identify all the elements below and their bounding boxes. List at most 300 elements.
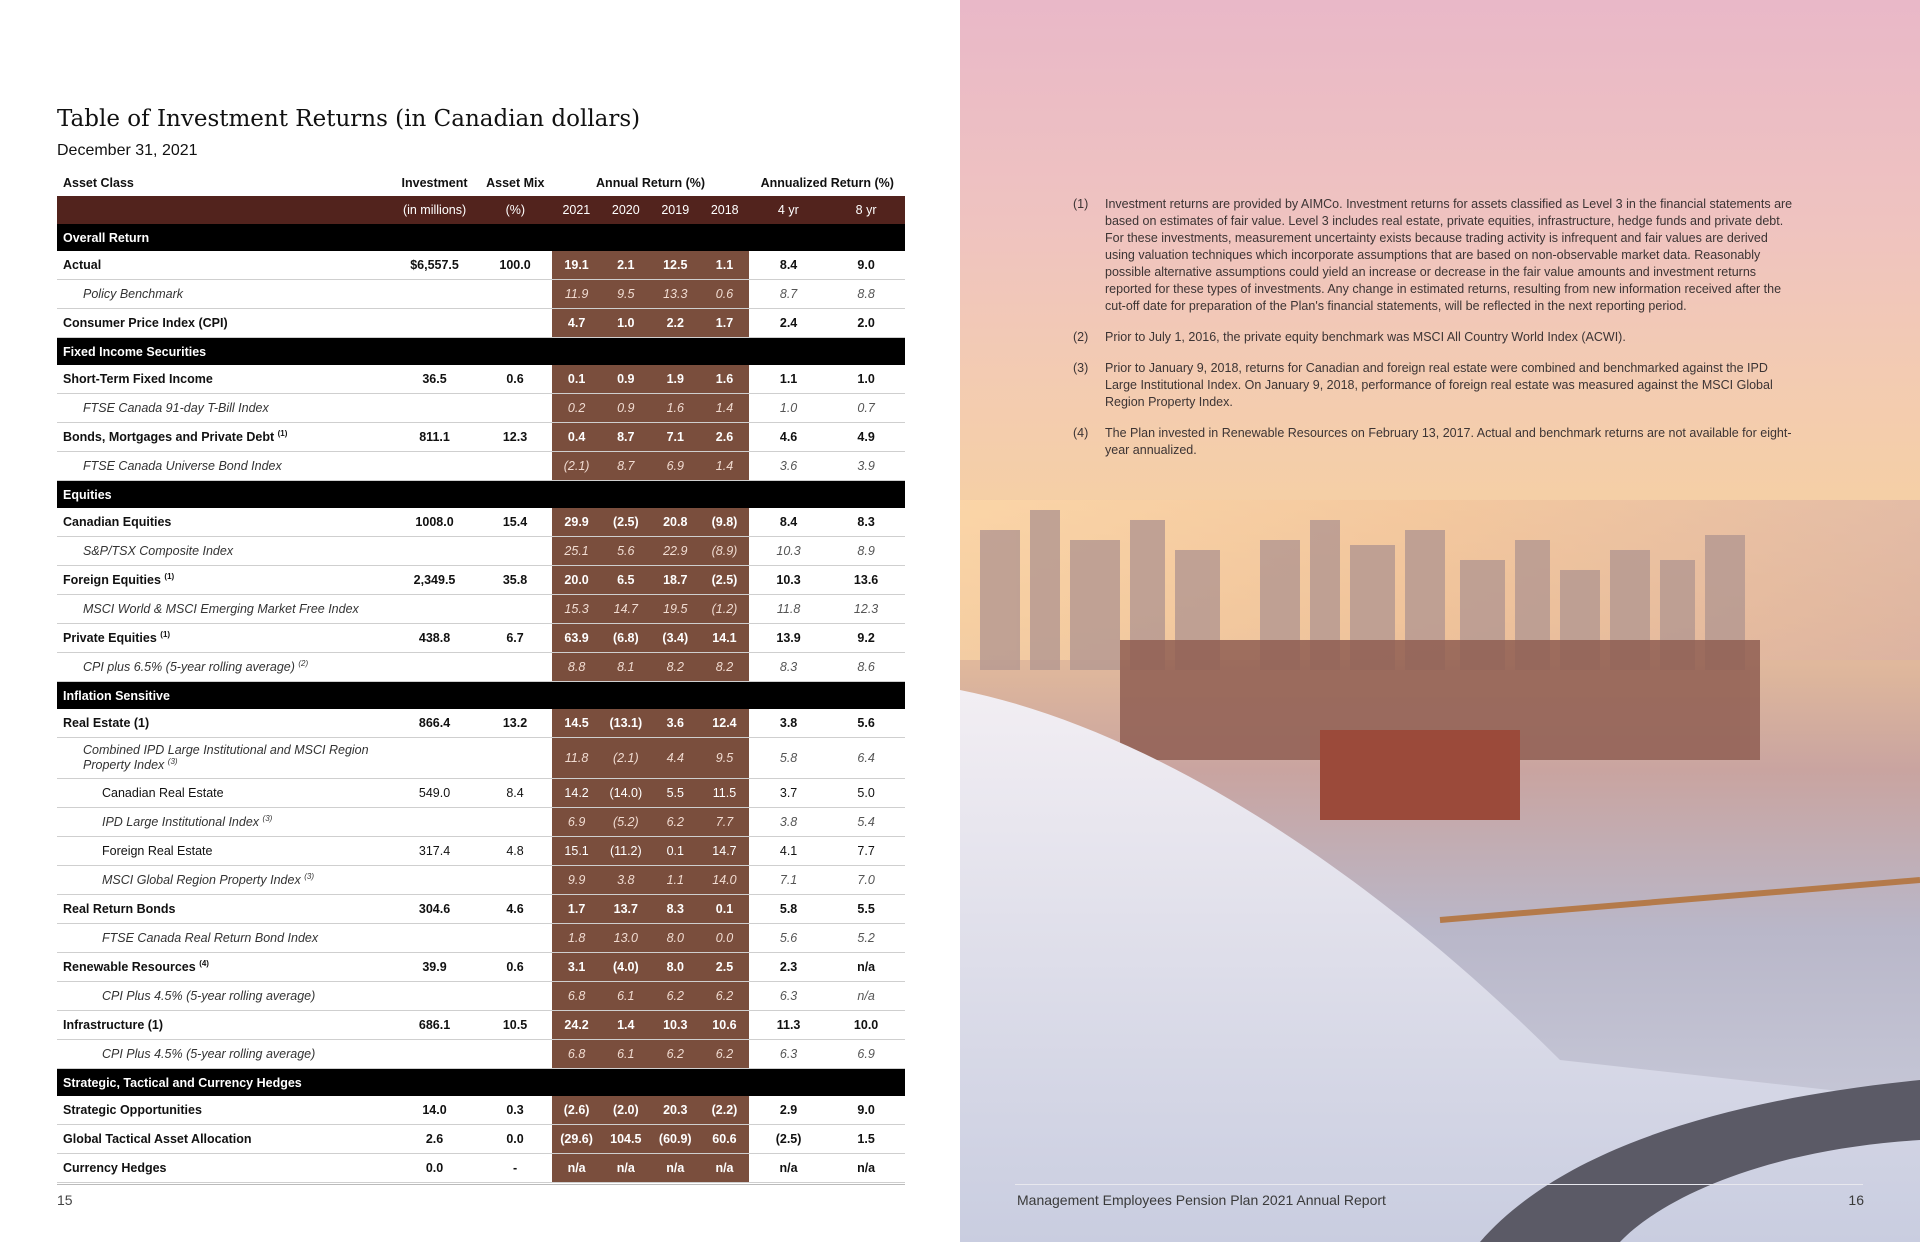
cell-y2021: 1.7 xyxy=(552,895,601,924)
subheader-2019: 2019 xyxy=(651,196,700,224)
cell-inv: 1008.0 xyxy=(390,508,479,537)
header-annualized-return: Annualized Return (%) xyxy=(760,176,894,190)
cell-mix: 0.6 xyxy=(479,953,552,982)
cell-mix xyxy=(479,452,552,481)
cell-r4: 10.3 xyxy=(749,537,827,566)
row-label-text: Strategic Opportunities xyxy=(63,1103,202,1117)
cell-inv xyxy=(390,309,479,338)
cell-y2020: (2.0) xyxy=(601,1096,650,1125)
row-label xyxy=(57,808,390,837)
cell-y2020: (4.0) xyxy=(601,953,650,982)
cell-y2021: 29.9 xyxy=(552,508,601,537)
cell-y2021: 20.0 xyxy=(552,566,601,595)
row-label-text: Canadian Equities xyxy=(63,515,172,529)
row-label xyxy=(57,566,390,595)
row-label xyxy=(57,779,390,808)
city-winter-photo xyxy=(960,500,1920,1242)
row-label xyxy=(57,365,390,394)
cell-y2019: 19.5 xyxy=(651,595,700,624)
cell-y2020: (5.2) xyxy=(601,808,650,837)
cell-y2020: 6.1 xyxy=(601,1040,650,1069)
cell-y2020: 0.9 xyxy=(601,365,650,394)
footnote-ref: (1) xyxy=(164,571,175,581)
cell-inv: 304.6 xyxy=(390,895,479,924)
cell-y2018: 1.4 xyxy=(700,394,749,423)
cell-y2019: n/a xyxy=(651,1154,700,1183)
cell-r8: 8.6 xyxy=(827,653,905,682)
row-label xyxy=(57,1096,390,1125)
cell-inv: $6,557.5 xyxy=(390,251,479,280)
table-row xyxy=(57,808,905,837)
cell-mix: 0.0 xyxy=(479,1125,552,1154)
footnote-1: (1) Investment returns are provided by AIMCo. Investment returns for assets classified as Level 3 in the financial statements are based on estimates of fair value. Level 3 includes real estate, private equities, infrastructure, hedge funds and private debt. For these investments, measurement uncertainty exists because trading activity is infrequent and fair values are derived using valuation techniques which incorporate assumptions that are based on non-observable market data. Reasonably possible alternative assumptions could yield an increase or decrease in the fair value amounts and investment returns reported for these types of investments. Any change in estimated returns, resulting from new information received after the cut-off date for preparation of the Plan's financial statements, will be reflected in the next reporting period. xyxy=(1073,197,1793,313)
cell-y2018: (2.5) xyxy=(700,566,749,595)
cell-mix xyxy=(479,537,552,566)
footnote-ref: (3) xyxy=(262,813,273,823)
cell-y2021: 19.1 xyxy=(552,251,601,280)
cell-r4: 11.8 xyxy=(749,595,827,624)
cell-mix xyxy=(479,309,552,338)
cell-mix xyxy=(479,595,552,624)
cell-r8: 8.8 xyxy=(827,280,905,309)
cell-mix xyxy=(479,1040,552,1069)
table-row xyxy=(57,1096,905,1125)
cell-r8: 8.3 xyxy=(827,508,905,537)
header-asset-mix: Asset Mix xyxy=(486,176,545,190)
cell-y2018: (9.8) xyxy=(700,508,749,537)
cell-y2021: 6.8 xyxy=(552,1040,601,1069)
table-row xyxy=(57,537,905,566)
section-title: Overall Return xyxy=(57,224,905,251)
cell-r8: 5.5 xyxy=(827,895,905,924)
cell-mix xyxy=(479,866,552,895)
cell-y2019: 1.9 xyxy=(651,365,700,394)
cell-r4: 8.4 xyxy=(749,251,827,280)
cell-r4: 3.6 xyxy=(749,452,827,481)
cell-r8: 0.7 xyxy=(827,394,905,423)
table-row xyxy=(57,1125,905,1154)
cell-r8: 7.7 xyxy=(827,837,905,866)
cell-y2021: 14.5 xyxy=(552,709,601,738)
investment-returns-table xyxy=(57,170,905,1183)
row-label-text: IPD Large Institutional Index xyxy=(102,815,260,829)
header-asset-class: Asset Class xyxy=(63,176,134,190)
table-row xyxy=(57,309,905,338)
cell-y2018: 0.6 xyxy=(700,280,749,309)
cell-y2020: (2.1) xyxy=(601,738,650,779)
cell-y2021: 6.9 xyxy=(552,808,601,837)
cell-y2018: 60.6 xyxy=(700,1125,749,1154)
table-row xyxy=(57,1011,905,1040)
cell-y2018: 2.5 xyxy=(700,953,749,982)
cell-r8: 1.0 xyxy=(827,365,905,394)
row-label-text: Currency Hedges xyxy=(63,1161,167,1175)
cell-y2019: 6.9 xyxy=(651,452,700,481)
cell-y2020: 1.4 xyxy=(601,1011,650,1040)
cell-inv: 549.0 xyxy=(390,779,479,808)
footer-rule xyxy=(57,1184,905,1185)
cell-y2018: 14.0 xyxy=(700,866,749,895)
cell-r4: n/a xyxy=(749,1154,827,1183)
page-title: Table of Investment Returns (in Canadian dollars) xyxy=(57,106,641,132)
cell-r8: 5.2 xyxy=(827,924,905,953)
header-annual-return: Annual Return (%) xyxy=(596,176,706,190)
page-number-right: 16 xyxy=(1848,1192,1864,1208)
cell-inv: 811.1 xyxy=(390,423,479,452)
row-label xyxy=(57,982,390,1011)
cell-r8: 4.9 xyxy=(827,423,905,452)
cell-mix: 100.0 xyxy=(479,251,552,280)
cell-y2021: 15.1 xyxy=(552,837,601,866)
cell-y2019: 8.0 xyxy=(651,924,700,953)
cell-r8: 7.0 xyxy=(827,866,905,895)
cell-y2020: (11.2) xyxy=(601,837,650,866)
cell-y2019: 22.9 xyxy=(651,537,700,566)
cell-inv xyxy=(390,738,479,779)
row-label-text: Consumer Price Index (CPI) xyxy=(63,316,228,330)
cell-r4: 4.1 xyxy=(749,837,827,866)
cell-r8: 9.0 xyxy=(827,1096,905,1125)
row-label xyxy=(57,624,390,653)
cell-y2019: 8.0 xyxy=(651,953,700,982)
row-label-text: Foreign Real Estate xyxy=(102,844,213,858)
wooden-railing xyxy=(1440,880,1920,920)
cell-inv: 438.8 xyxy=(390,624,479,653)
cell-inv: 36.5 xyxy=(390,365,479,394)
row-label-text: Policy Benchmark xyxy=(83,287,184,301)
footnote-4: (4) The Plan invested in Renewable Resources on February 13, 2017. Actual and benchmark returns are not available for eight-year annualized. xyxy=(1073,426,1792,457)
cell-y2019: 13.3 xyxy=(651,280,700,309)
section-header-row xyxy=(57,1069,905,1097)
cell-mix xyxy=(479,982,552,1011)
row-label-text: Actual xyxy=(63,258,102,272)
cell-y2021: 1.8 xyxy=(552,924,601,953)
cell-y2020: 0.9 xyxy=(601,394,650,423)
footnotes xyxy=(1073,196,1795,473)
cell-r8: 6.4 xyxy=(827,738,905,779)
cell-mix: 0.6 xyxy=(479,365,552,394)
report-date: December 31, 2021 xyxy=(57,142,198,159)
row-label xyxy=(57,953,390,982)
cell-y2021: 24.2 xyxy=(552,1011,601,1040)
cell-inv xyxy=(390,452,479,481)
cell-inv xyxy=(390,653,479,682)
subheader-percent: (%) xyxy=(479,196,552,224)
cell-r8: 5.6 xyxy=(827,709,905,738)
cell-y2018: 1.4 xyxy=(700,452,749,481)
footnote-ref: (1) xyxy=(160,629,171,639)
cell-y2018: 7.7 xyxy=(700,808,749,837)
cell-r8: 5.0 xyxy=(827,779,905,808)
section-title: Fixed Income Securities xyxy=(57,338,905,366)
cell-r4: 2.3 xyxy=(749,953,827,982)
row-label xyxy=(57,280,390,309)
cell-y2018: 9.5 xyxy=(700,738,749,779)
cell-y2018: 6.2 xyxy=(700,982,749,1011)
cell-y2021: 15.3 xyxy=(552,595,601,624)
row-label xyxy=(57,837,390,866)
cell-inv: 39.9 xyxy=(390,953,479,982)
cell-y2019: (3.4) xyxy=(651,624,700,653)
row-label-text: MSCI Global Region Property Index xyxy=(102,873,301,887)
cell-y2021: (2.1) xyxy=(552,452,601,481)
table-row xyxy=(57,1154,905,1183)
cell-r4: 6.3 xyxy=(749,1040,827,1069)
footnote-ref: (3) xyxy=(304,871,314,881)
cell-y2020: 1.0 xyxy=(601,309,650,338)
footnote-ref: (4) xyxy=(199,958,209,968)
table-row xyxy=(57,924,905,953)
cell-inv: 866.4 xyxy=(390,709,479,738)
cell-y2021: 11.9 xyxy=(552,280,601,309)
cell-y2019: 18.7 xyxy=(651,566,700,595)
cell-r4: 3.8 xyxy=(749,808,827,837)
row-label xyxy=(57,895,390,924)
cell-inv: 14.0 xyxy=(390,1096,479,1125)
cell-y2019: 6.2 xyxy=(651,982,700,1011)
row-label-text: Infrastructure (1) xyxy=(63,1018,164,1032)
cell-y2021: 3.1 xyxy=(552,953,601,982)
cell-inv xyxy=(390,866,479,895)
cell-y2018: (2.2) xyxy=(700,1096,749,1125)
cell-r8: 12.3 xyxy=(827,595,905,624)
row-label-text: Renewable Resources xyxy=(63,960,196,974)
cell-r4: 8.4 xyxy=(749,508,827,537)
table-row xyxy=(57,508,905,537)
cell-r8: 5.4 xyxy=(827,808,905,837)
cell-r4: 1.1 xyxy=(749,365,827,394)
cell-inv xyxy=(390,982,479,1011)
row-label-text: Canadian Real Estate xyxy=(102,786,224,800)
table-row xyxy=(57,653,905,682)
row-label xyxy=(57,924,390,953)
cell-r4: 13.9 xyxy=(749,624,827,653)
cell-mix: 12.3 xyxy=(479,423,552,452)
cell-y2018: (1.2) xyxy=(700,595,749,624)
table-row xyxy=(57,837,905,866)
cell-y2019: 4.4 xyxy=(651,738,700,779)
cell-y2020: 2.1 xyxy=(601,251,650,280)
row-label xyxy=(57,1154,390,1183)
right-page xyxy=(960,0,1920,1242)
row-label xyxy=(57,251,390,280)
row-label xyxy=(57,452,390,481)
cell-r8: 3.9 xyxy=(827,452,905,481)
cell-r4: 4.6 xyxy=(749,423,827,452)
cell-r4: 2.9 xyxy=(749,1096,827,1125)
table-row xyxy=(57,982,905,1011)
cell-y2020: 13.7 xyxy=(601,895,650,924)
cell-y2020: (13.1) xyxy=(601,709,650,738)
table-row xyxy=(57,566,905,595)
row-label xyxy=(57,738,390,779)
table-row xyxy=(57,251,905,280)
row-label xyxy=(57,423,390,452)
cell-y2018: 14.7 xyxy=(700,837,749,866)
subheader-in-millions: (in millions) xyxy=(390,196,479,224)
cell-y2021: (2.6) xyxy=(552,1096,601,1125)
cell-y2021: 0.1 xyxy=(552,365,601,394)
cell-mix xyxy=(479,738,552,779)
cell-r8: 6.9 xyxy=(827,1040,905,1069)
cell-mix: - xyxy=(479,1154,552,1183)
row-label-text: Real Return Bonds xyxy=(63,902,176,916)
cell-y2020: 6.1 xyxy=(601,982,650,1011)
row-label-text: S&P/TSX Composite Index xyxy=(83,544,234,558)
cell-r4: 10.3 xyxy=(749,566,827,595)
cell-y2019: 20.8 xyxy=(651,508,700,537)
cell-inv: 686.1 xyxy=(390,1011,479,1040)
cell-inv xyxy=(390,394,479,423)
cell-r4: 3.8 xyxy=(749,709,827,738)
cell-mix xyxy=(479,653,552,682)
apartment-block xyxy=(1320,730,1520,820)
table-header-row xyxy=(57,170,905,196)
cell-y2019: 6.2 xyxy=(651,808,700,837)
row-label xyxy=(57,537,390,566)
cell-y2020: 14.7 xyxy=(601,595,650,624)
row-label-text: Combined IPD Large Institutional and MSCI Region Property Index xyxy=(83,743,369,772)
cell-inv: 0.0 xyxy=(390,1154,479,1183)
section-header-row xyxy=(57,682,905,710)
cell-inv xyxy=(390,1040,479,1069)
subheader-8yr: 8 yr xyxy=(827,196,905,224)
footnote-ref: (2) xyxy=(298,658,309,668)
cell-y2018: n/a xyxy=(700,1154,749,1183)
section-header-row xyxy=(57,224,905,251)
row-label-text: Bonds, Mortgages and Private Debt xyxy=(63,430,275,444)
footnote-3: (3) Prior to January 9, 2018, returns for Canadian and foreign real estate were combined and benchmarked against the IPD Large Institutional Index. On January 9, 2018, performance of foreign real estate was measured against the MSCI Global Region Property Index. xyxy=(1073,361,1773,409)
cell-inv: 2.6 xyxy=(390,1125,479,1154)
cell-r4: 6.3 xyxy=(749,982,827,1011)
cell-mix xyxy=(479,808,552,837)
cell-y2019: 20.3 xyxy=(651,1096,700,1125)
table-row xyxy=(57,280,905,309)
row-label xyxy=(57,508,390,537)
cell-y2018: 1.1 xyxy=(700,251,749,280)
table-subheader-row xyxy=(57,196,905,224)
cell-r8: 1.5 xyxy=(827,1125,905,1154)
subheader-blank xyxy=(57,196,390,224)
cell-y2021: 9.9 xyxy=(552,866,601,895)
footnote-ref: (3) xyxy=(167,756,178,766)
cell-y2021: 6.8 xyxy=(552,982,601,1011)
cell-mix xyxy=(479,924,552,953)
cell-y2018: 8.2 xyxy=(700,653,749,682)
table-body xyxy=(57,224,905,1183)
cell-r4: 3.7 xyxy=(749,779,827,808)
table-row xyxy=(57,365,905,394)
cell-y2018: 11.5 xyxy=(700,779,749,808)
table-row xyxy=(57,866,905,895)
row-label-text: Real Estate (1) xyxy=(63,716,150,730)
cell-r4: 7.1 xyxy=(749,866,827,895)
table-row xyxy=(57,953,905,982)
footnote-2: (2) Prior to July 1, 2016, the private equity benchmark was MSCI All Country World Index (ACWI). xyxy=(1073,330,1626,344)
row-label xyxy=(57,1125,390,1154)
section-title: Equities xyxy=(57,481,905,509)
cell-y2020: n/a xyxy=(601,1154,650,1183)
subheader-2020: 2020 xyxy=(601,196,650,224)
subheader-4yr: 4 yr xyxy=(749,196,827,224)
cell-y2018: 2.6 xyxy=(700,423,749,452)
cell-r8: 9.2 xyxy=(827,624,905,653)
cell-mix: 10.5 xyxy=(479,1011,552,1040)
table-row xyxy=(57,895,905,924)
footnote-ref: (1) xyxy=(277,428,288,438)
cell-mix: 35.8 xyxy=(479,566,552,595)
row-label xyxy=(57,1011,390,1040)
row-label-text: Global Tactical Asset Allocation xyxy=(63,1132,252,1146)
cell-y2021: 8.8 xyxy=(552,653,601,682)
cell-r4: 5.8 xyxy=(749,738,827,779)
cell-r8: n/a xyxy=(827,1154,905,1183)
cell-y2021: 0.4 xyxy=(552,423,601,452)
cell-y2018: 1.6 xyxy=(700,365,749,394)
cell-y2021: 25.1 xyxy=(552,537,601,566)
cell-y2020: 9.5 xyxy=(601,280,650,309)
cell-y2019: 0.1 xyxy=(651,837,700,866)
cell-inv: 2,349.5 xyxy=(390,566,479,595)
cell-y2020: (14.0) xyxy=(601,779,650,808)
subheader-2018: 2018 xyxy=(700,196,749,224)
table-row xyxy=(57,394,905,423)
row-label-text: CPI plus 6.5% (5-year rolling average) xyxy=(83,660,295,674)
cell-r4: 8.3 xyxy=(749,653,827,682)
cell-inv xyxy=(390,808,479,837)
section-title: Inflation Sensitive xyxy=(57,682,905,710)
table-row xyxy=(57,779,905,808)
row-label xyxy=(57,1040,390,1069)
row-label-text: Foreign Equities xyxy=(63,573,161,587)
cell-y2021: 4.7 xyxy=(552,309,601,338)
header-investment: Investment xyxy=(401,176,468,190)
footer-rule-right xyxy=(1015,1184,1863,1185)
footer-text-right: Management Employees Pension Plan 2021 Annual Report xyxy=(1017,1192,1386,1208)
cell-y2018: 0.0 xyxy=(700,924,749,953)
cell-y2019: 1.6 xyxy=(651,394,700,423)
cell-mix: 0.3 xyxy=(479,1096,552,1125)
cell-r4: (2.5) xyxy=(749,1125,827,1154)
cell-mix xyxy=(479,394,552,423)
cell-y2021: (29.6) xyxy=(552,1125,601,1154)
cell-y2020: 104.5 xyxy=(601,1125,650,1154)
cell-r8: 8.9 xyxy=(827,537,905,566)
table-row xyxy=(57,624,905,653)
cell-y2018: 0.1 xyxy=(700,895,749,924)
table-row xyxy=(57,738,905,779)
row-label-text: CPI Plus 4.5% (5-year rolling average) xyxy=(102,989,316,1003)
cell-mix: 4.8 xyxy=(479,837,552,866)
cell-mix: 15.4 xyxy=(479,508,552,537)
cell-y2019: 3.6 xyxy=(651,709,700,738)
cell-inv: 317.4 xyxy=(390,837,479,866)
cell-r8: n/a xyxy=(827,953,905,982)
row-label xyxy=(57,595,390,624)
cell-y2021: 14.2 xyxy=(552,779,601,808)
row-label-text: FTSE Canada Universe Bond Index xyxy=(83,459,282,473)
row-label-text: Private Equities xyxy=(63,631,157,645)
cell-inv xyxy=(390,924,479,953)
section-header-row xyxy=(57,481,905,509)
table-row xyxy=(57,709,905,738)
row-label xyxy=(57,394,390,423)
cell-mix: 8.4 xyxy=(479,779,552,808)
section-title: Strategic, Tactical and Currency Hedges xyxy=(57,1069,905,1097)
cell-y2020: 6.5 xyxy=(601,566,650,595)
cell-r8: 9.0 xyxy=(827,251,905,280)
cell-y2019: 1.1 xyxy=(651,866,700,895)
